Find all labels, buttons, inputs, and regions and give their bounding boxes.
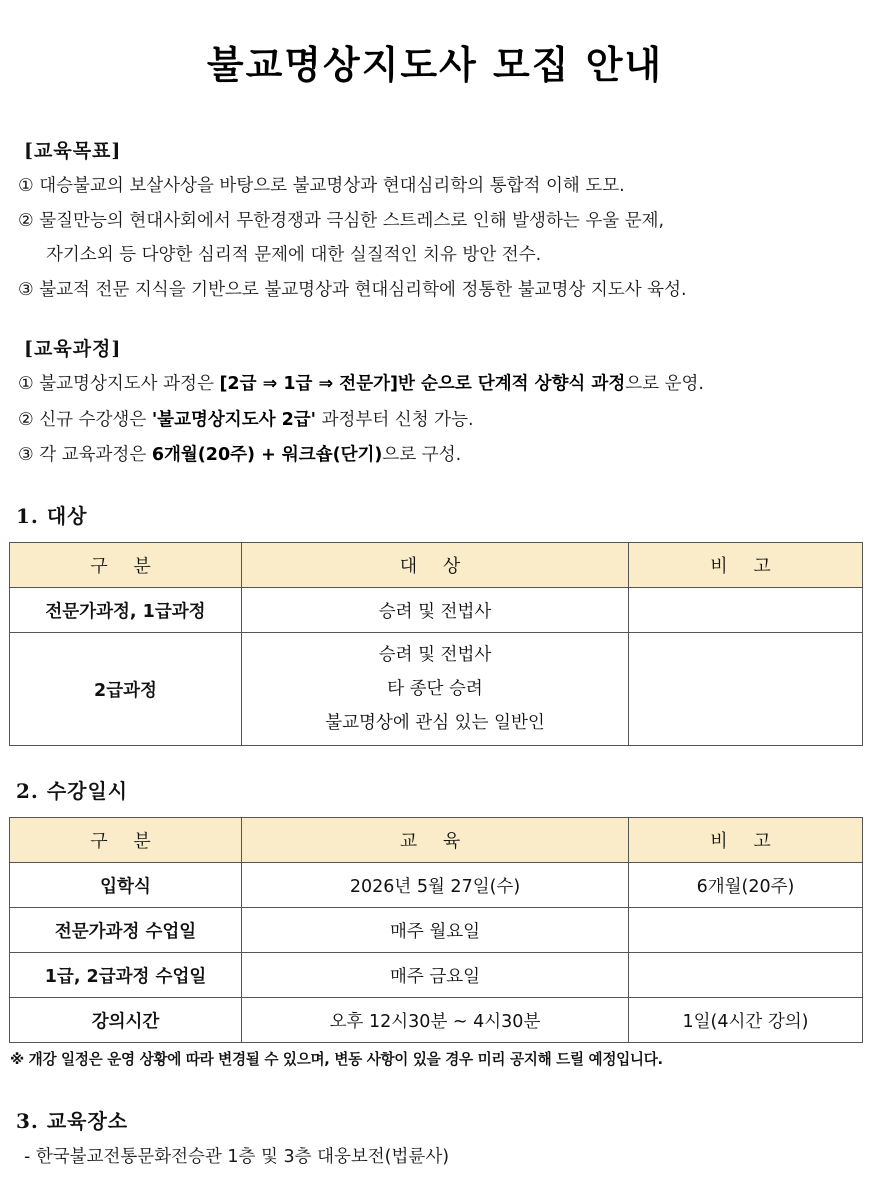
schedule-row-4-value: 오후 12시30분 ~ 4시30분 [242, 998, 629, 1043]
goal-item-2: ② 물질만능의 현대사회에서 무한경쟁과 극심한 스트레스로 인해 발생하는 우울 문제, [18, 211, 665, 231]
course-item-3-pre: ③ 각 교육과정은 [18, 445, 152, 465]
schedule-row-3-note [629, 953, 863, 998]
place-text: - 한국불교전통문화전승관 1층 및 3층 대웅보전(법륜사) [24, 1147, 450, 1167]
schedule-row-1-note: 6개월(20주) [629, 863, 863, 908]
table-row [10, 588, 863, 633]
target-row-2-line-3: 불교명상에 관심 있는 일반인 [325, 713, 545, 733]
schedule-row-4-note: 1일(4시간 강의) [629, 998, 863, 1043]
table-row [10, 908, 863, 953]
page-title: 불교명상지도사 모집 안내 [206, 42, 664, 87]
schedule-row-2-note [629, 908, 863, 953]
target-row-2-category: 2급과정 [10, 633, 242, 746]
course-item-3-post: 으로 구성. [382, 445, 462, 465]
target-header-target: 대 상 [242, 543, 629, 588]
goals-heading: [교육목표] [24, 140, 122, 162]
schedule-footnote: ※ 개강 일정은 운영 상황에 따라 변경될 수 있으며, 변동 사항이 있을 경우 미리 공지해 드릴 예정입니다. [10, 1051, 663, 1068]
target-header-note: 비 고 [629, 543, 863, 588]
schedule-row-1-category: 입학식 [10, 863, 242, 908]
target-table [9, 542, 863, 746]
course-item-2 [18, 406, 474, 431]
course-item-2-bold: '불교명상지도사 2급' [151, 410, 317, 430]
target-row-1-category: 전문가과정, 1급과정 [10, 588, 242, 633]
target-row-2-line-2: 타 종단 승려 [387, 679, 483, 699]
schedule-row-3-value: 매주 금요일 [242, 953, 629, 998]
goal-item-2-continued: 자기소외 등 다양한 심리적 문제에 대한 실질적인 치유 방안 전수. [46, 245, 542, 265]
course-item-1 [18, 370, 704, 395]
table-row [10, 863, 863, 908]
goal-item-3: ③ 불교적 전문 지식을 기반으로 불교명상과 현대심리학에 정통한 불교명상 지도사 육성. [18, 280, 687, 300]
schedule-table [9, 817, 863, 1043]
schedule-header-category: 구 분 [10, 818, 242, 863]
course-item-2-pre: ② 신규 수강생은 [18, 410, 152, 430]
course-item-3-bold: 6개월(20주) + 워크숍(단기) [151, 445, 383, 465]
target-header-category: 구 분 [10, 543, 242, 588]
course-item-1-pre: ① 불교명상지도사 과정은 [18, 374, 220, 394]
schedule-row-2-category: 전문가과정 수업일 [10, 908, 242, 953]
course-item-1-bold: [2급 ⇒ 1급 ⇒ 전문가]반 순으로 단계적 상향식 과정 [219, 374, 626, 394]
course-item-3 [18, 441, 461, 466]
schedule-row-1-value: 2026년 5월 27일(수) [242, 863, 629, 908]
schedule-row-2-value: 매주 월요일 [242, 908, 629, 953]
schedule-header-note: 비 고 [629, 818, 863, 863]
goal-item-1: ① 대승불교의 보살사상을 바탕으로 불교명상과 현대심리학의 통합적 이해 도모. [18, 176, 625, 196]
schedule-row-4-category: 강의시간 [10, 998, 242, 1043]
target-row-1-target: 승려 및 전법사 [242, 588, 629, 633]
table-row [10, 953, 863, 998]
schedule-table-header [10, 818, 863, 863]
schedule-header-education: 교 육 [242, 818, 629, 863]
place-heading: 3. 교육장소 [16, 1109, 129, 1133]
course-heading: [교육과정] [24, 338, 122, 360]
schedule-heading: 2. 수강일시 [16, 779, 129, 803]
schedule-row-3-category: 1급, 2급과정 수업일 [10, 953, 242, 998]
target-table-header [10, 543, 863, 588]
table-row [10, 998, 863, 1043]
target-row-1-note [629, 588, 863, 633]
table-row [10, 633, 863, 746]
target-row-2-target [242, 633, 629, 746]
target-row-2-line-1: 승려 및 전법사 [378, 645, 492, 665]
target-row-2-note [629, 633, 863, 746]
target-heading: 1. 대상 [16, 504, 88, 528]
course-item-2-post: 과정부터 신청 가능. [316, 410, 474, 430]
course-item-1-post: 으로 운영. [625, 374, 704, 394]
